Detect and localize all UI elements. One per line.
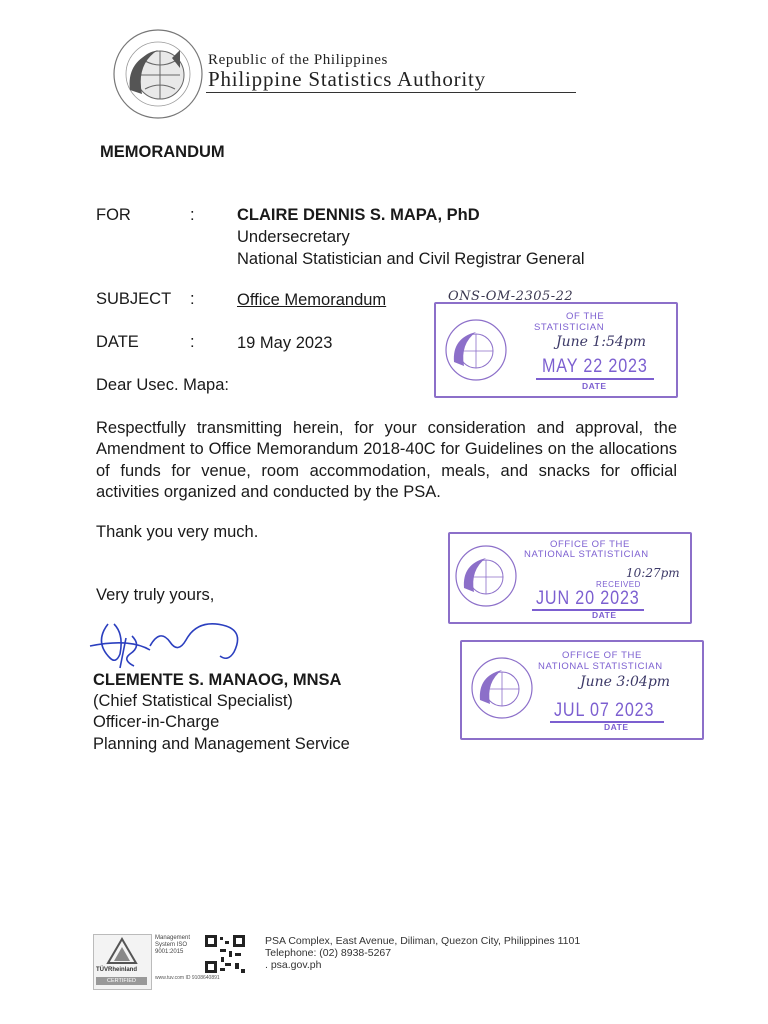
stamp-received: RECEIVED — [596, 580, 641, 589]
stamp-handwritten: 10:27pm — [626, 566, 680, 580]
tuv-certified: CERTIFIED — [96, 977, 147, 985]
stamp-date-label: DATE — [604, 722, 629, 732]
stamp-date: JUN 20 2023 — [536, 588, 640, 609]
signatory-title-1: (Chief Statistical Specialist) — [93, 692, 293, 710]
management-system: Management System ISO 9001:2015 — [155, 935, 191, 955]
footer-address: PSA Complex, East Avenue, Diliman, Quezon City, Philippines 1101 — [265, 935, 581, 947]
stamp-office-2: STATISTICIAN — [534, 322, 605, 333]
seal-icon — [454, 544, 518, 608]
subject-value: Office Memorandum — [237, 291, 387, 309]
stamp-office-1: OFFICE OF THE — [550, 539, 630, 550]
thanks: Thank you very much. — [96, 523, 259, 541]
body-paragraph: Respectfully transmitting herein, for your consideration and approval, the Amendment to Office Memorandum 2018-40C for Guidelines on the allocations of funds for venue, room accommodation, meals, and snacks for official activities organized and conducted by the PSA. — [96, 419, 677, 501]
for-name: CLAIRE DENNIS S. MAPA, PhD — [237, 206, 480, 224]
footer-telephone: Telephone: (02) 8938-5267 — [265, 947, 392, 959]
received-stamp-2 — [448, 532, 692, 624]
date-colon: : — [190, 333, 195, 351]
for-label: FOR — [96, 206, 131, 224]
stamp-date-line — [536, 378, 654, 380]
stamp-date: MAY 22 2023 — [542, 356, 648, 377]
for-title-1: Undersecretary — [237, 228, 350, 246]
seal-icon — [470, 656, 534, 720]
stamp-office-1: OF THE — [566, 311, 605, 322]
letterhead-republic: Republic of the Philippines — [208, 52, 388, 68]
date-label: DATE — [96, 333, 139, 351]
psa-logo-icon — [112, 28, 204, 120]
date-value: 19 May 2023 — [237, 334, 333, 352]
subject-colon: : — [190, 290, 195, 308]
control-number: ONS-OM-2305-22 — [448, 289, 574, 304]
seal-icon — [444, 318, 508, 382]
qr-code-icon — [205, 935, 245, 973]
stamp-office-2: NATIONAL STATISTICIAN — [524, 549, 649, 560]
stamp-handwritten: June 1:54pm — [556, 334, 647, 350]
closing: Very truly yours, — [96, 586, 215, 604]
letterhead-rule — [206, 92, 576, 93]
signatory-title-2: Officer-in-Charge — [93, 713, 220, 731]
stamp-office-1: OFFICE OF THE — [562, 650, 642, 661]
stamp-handwritten: June 3:04pm — [580, 674, 671, 690]
stamp-date-label: DATE — [582, 381, 607, 391]
tuv-name: TÜVRheinland — [96, 967, 138, 973]
for-title-2: National Statistician and Civil Registrar General — [237, 250, 585, 268]
stamp-date-line — [532, 609, 644, 611]
received-stamp-3 — [460, 640, 704, 740]
stamp-date: JUL 07 2023 — [554, 700, 655, 721]
footer-block — [265, 935, 580, 971]
stamp-date-label: DATE — [592, 610, 617, 620]
tuv-site: www.tuv.com ID 9108640891 — [155, 975, 220, 981]
for-colon: : — [190, 206, 195, 224]
stamp-office-2: NATIONAL STATISTICIAN — [538, 661, 663, 672]
letterhead-agency: Philippine Statistics Authority — [208, 67, 486, 91]
signatory-name: CLEMENTE S. MANAOG, MNSA — [93, 671, 342, 689]
subject-label: SUBJECT — [96, 290, 172, 308]
memo-title: MEMORANDUM — [100, 143, 225, 161]
signatory-title-3: Planning and Management Service — [93, 735, 350, 753]
received-stamp-1 — [434, 302, 678, 398]
salutation: Dear Usec. Mapa: — [96, 376, 229, 394]
footer-website[interactable]: . psa.gov.ph — [265, 959, 322, 971]
